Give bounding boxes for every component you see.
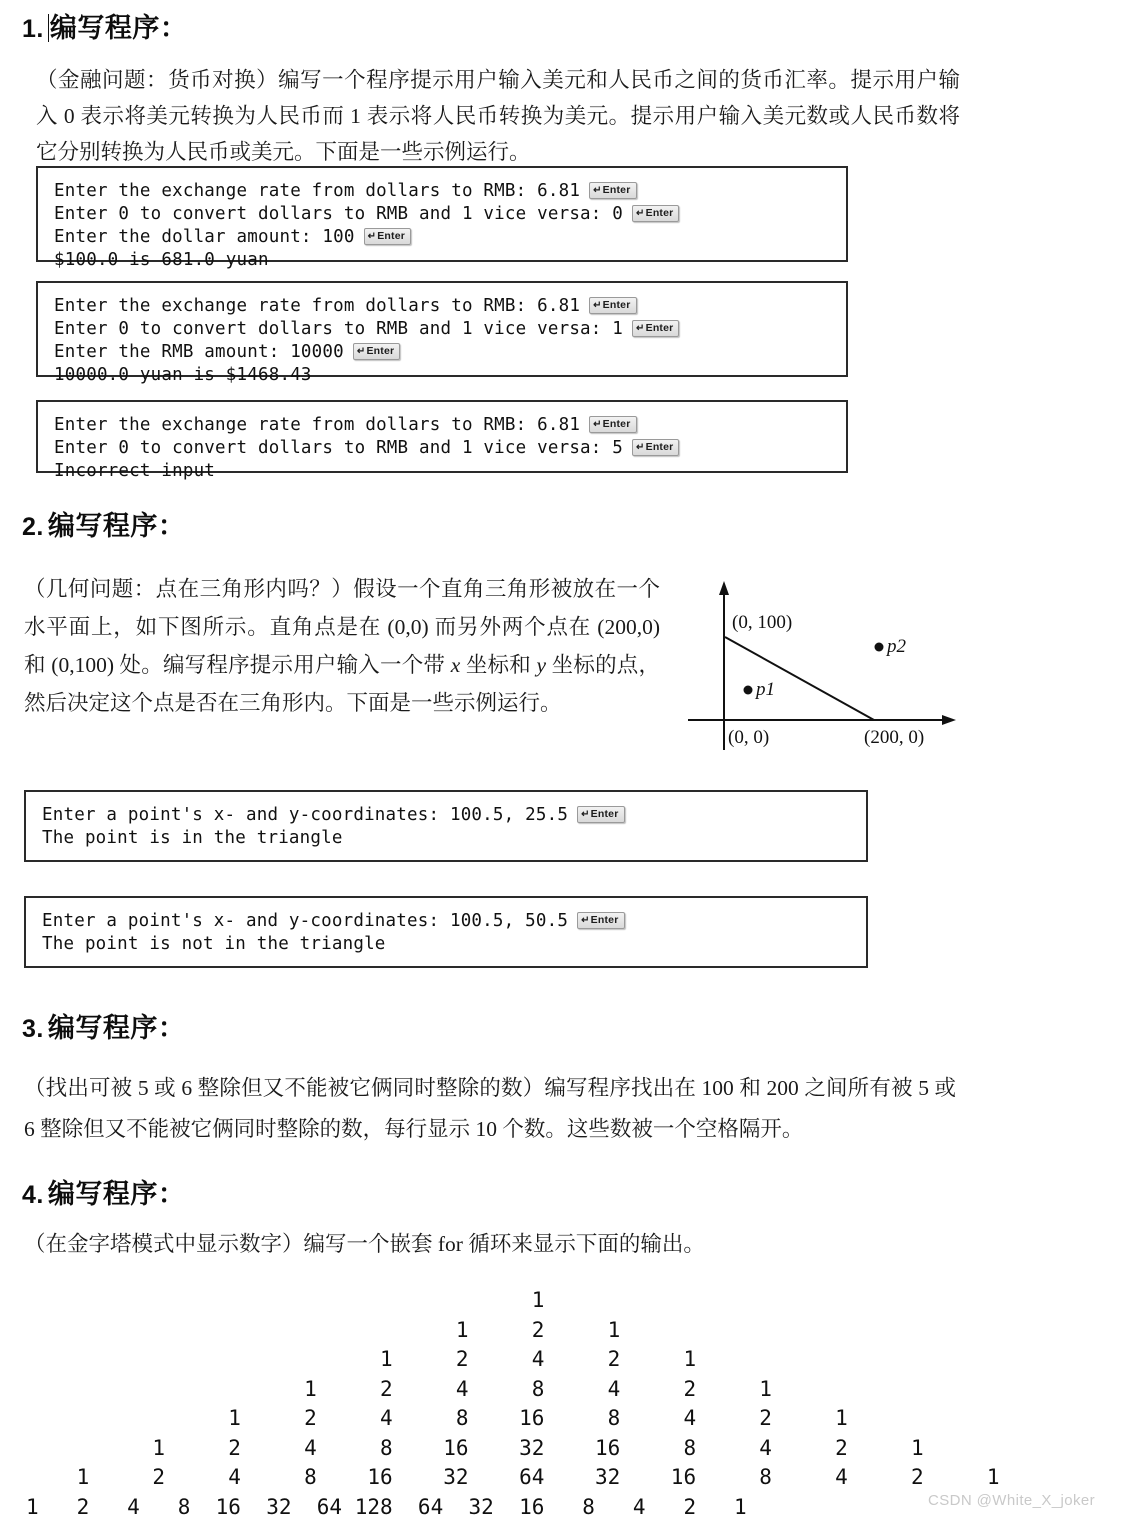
console-triangle-run-2 xyxy=(24,896,868,968)
pyramid-row: 1 2 4 2 1 xyxy=(26,1347,697,1371)
section-4-title: 编写程序： xyxy=(47,1179,186,1209)
console-line-text: Enter the exchange rate from dollars to RMB: 6.81 xyxy=(54,415,581,435)
console-line-text: Enter a point's x- and y-coordinates: 100.5, 25.5 xyxy=(42,805,569,825)
section-3-title: 编写程序： xyxy=(47,1013,186,1043)
section-4-paragraph: （在金字塔模式中显示数字）编写一个嵌套 for 循环来显示下面的输出。 xyxy=(24,1232,705,1256)
console-line-text: $100.0 is 681.0 yuan xyxy=(54,250,269,270)
pyramid-row: 1 2 4 8 16 32 64 128 64 32 16 8 4 2 1 xyxy=(26,1494,747,1519)
console-line-text: Enter 0 to convert dollars to RMB and 1 vice versa: 1 xyxy=(54,319,624,339)
label-point-p1: p1 xyxy=(756,679,775,700)
console-line xyxy=(54,226,830,249)
triangle-figure-svg xyxy=(676,575,976,760)
section-2-paragraph-part2: 坐标和 xyxy=(460,653,537,677)
console-currency-run-3 xyxy=(36,400,848,481)
console-triangle-run-1 xyxy=(24,790,868,862)
pyramid-row: 1 2 4 8 16 32 16 8 4 2 1 xyxy=(26,1435,924,1460)
point-p2-dot xyxy=(875,643,884,652)
console-line-text: The point is in the triangle xyxy=(42,828,343,848)
enter-key-icon: ↵Enter xyxy=(589,182,636,199)
section-1-number: 1. xyxy=(22,15,44,43)
console-line xyxy=(54,295,830,318)
console-line-text: Enter 0 to convert dollars to RMB and 1 vice versa: 5 xyxy=(54,438,624,458)
section-2-italic-y: y xyxy=(536,653,547,677)
section-2-paragraph-part1: （几何问题：点在三角形内吗？）假设一个直角三角形被放在一个水平面上，如下图所示。直角点是在 (0,0) 而另外两个点在 (200,0) 和 (0,100) 处。编写程序提示用户输入一个带 xyxy=(24,577,660,677)
section-1-paragraph: （金融问题：货币对换）编写一个程序提示用户输入美元和人民币之间的货币汇率。提示用户输入 0 表示将美元转换为人民币而 1 表示将人民币转换为美元。提示用户输入美元数或人民币数将它分别转换为人民币或美元。下面是一些示例运行。 xyxy=(36,68,960,164)
console-line xyxy=(54,364,830,387)
section-2-number: 2. xyxy=(22,513,44,541)
console-line-text: The point is not in the triangle xyxy=(42,934,386,954)
section-4-number: 4. xyxy=(22,1181,44,1209)
console-line xyxy=(54,203,830,226)
triangle-hypotenuse xyxy=(725,637,874,720)
enter-key-icon: ↵Enter xyxy=(589,416,636,433)
console-line xyxy=(54,437,830,460)
enter-key-icon: ↵Enter xyxy=(364,228,411,245)
section-3-heading xyxy=(22,1006,185,1045)
x-axis-arrowhead xyxy=(942,715,956,725)
section-1-heading xyxy=(22,6,187,45)
console-line-text: Enter the exchange rate from dollars to RMB: 6.81 xyxy=(54,296,581,316)
label-point-p2: p2 xyxy=(887,636,906,657)
enter-key-icon: ↵Enter xyxy=(577,912,624,929)
text-caret xyxy=(48,14,49,42)
label-vertex-right: (200, 0) xyxy=(864,727,925,748)
console-line-text: Enter the dollar amount: 100 xyxy=(54,227,355,247)
label-vertex-top: (0, 100) xyxy=(732,612,793,633)
pyramid-row: 1 2 1 xyxy=(26,1317,621,1342)
console-currency-run-2 xyxy=(36,281,848,385)
console-line xyxy=(54,414,830,437)
console-line-text: Incorrect input xyxy=(54,461,216,481)
console-line-text: Enter the exchange rate from dollars to RMB: 6.81 xyxy=(54,181,581,201)
enter-key-icon: ↵Enter xyxy=(632,439,679,456)
console-line xyxy=(54,341,830,364)
y-axis-arrowhead xyxy=(719,581,729,595)
console-line-text: Enter a point's x- and y-coordinates: 100.5, 50.5 xyxy=(42,911,569,931)
console-line xyxy=(42,910,850,933)
console-line xyxy=(54,180,830,203)
point-p1-dot xyxy=(744,686,753,695)
console-line xyxy=(54,249,830,272)
section-2-paragraph xyxy=(24,570,660,722)
console-line xyxy=(42,933,850,956)
section-4-heading xyxy=(22,1172,185,1211)
console-line xyxy=(54,318,830,341)
section-2-title: 编写程序： xyxy=(47,511,186,541)
label-origin: (0, 0) xyxy=(728,727,770,748)
enter-key-icon: ↵Enter xyxy=(632,205,679,222)
enter-key-icon: ↵Enter xyxy=(632,320,679,337)
console-currency-run-1 xyxy=(36,166,848,270)
section-3-number: 3. xyxy=(22,1015,44,1043)
enter-key-icon: ↵Enter xyxy=(589,297,636,314)
console-line-text: 10000.0 yuan is $1468.43 xyxy=(54,365,312,385)
right-triangle-diagram xyxy=(676,575,976,760)
console-line xyxy=(42,827,850,850)
console-line-text: Enter the RMB amount: 10000 xyxy=(54,342,344,362)
section-2-italic-x: x xyxy=(450,653,461,677)
section-2-paragraph-part3: 坐标的点，然后决定这个点是否在三角形内。下面是一些示例运行。 xyxy=(24,653,660,715)
console-line xyxy=(54,460,830,483)
pyramid-row: 1 2 4 8 16 8 4 2 1 xyxy=(26,1406,848,1430)
section-1-title: 编写程序： xyxy=(49,13,188,43)
csdn-watermark: CSDN @White_X_joker xyxy=(928,1492,1096,1509)
section-2-heading xyxy=(22,504,185,543)
console-line-text: Enter 0 to convert dollars to RMB and 1 vice versa: 0 xyxy=(54,204,624,224)
console-line xyxy=(42,804,850,827)
pyramid-row: 1 2 4 8 16 32 64 32 16 8 4 2 1 xyxy=(26,1465,1000,1489)
pyramid-row: 1 2 4 8 4 2 1 xyxy=(26,1376,772,1401)
pyramid-row: 1 xyxy=(26,1288,545,1312)
enter-key-icon: ↵Enter xyxy=(577,806,624,823)
enter-key-icon: ↵Enter xyxy=(353,343,400,360)
number-pyramid-output xyxy=(26,1286,1000,1522)
section-3-paragraph: （找出可被 5 或 6 整除但又不能被它俩同时整除的数）编写程序找出在 100 和 200 之间所有被 5 或 6 整除但又不能被它俩同时整除的数，每行显示 10 个数。这些数被一个空格隔开。 xyxy=(24,1076,956,1141)
